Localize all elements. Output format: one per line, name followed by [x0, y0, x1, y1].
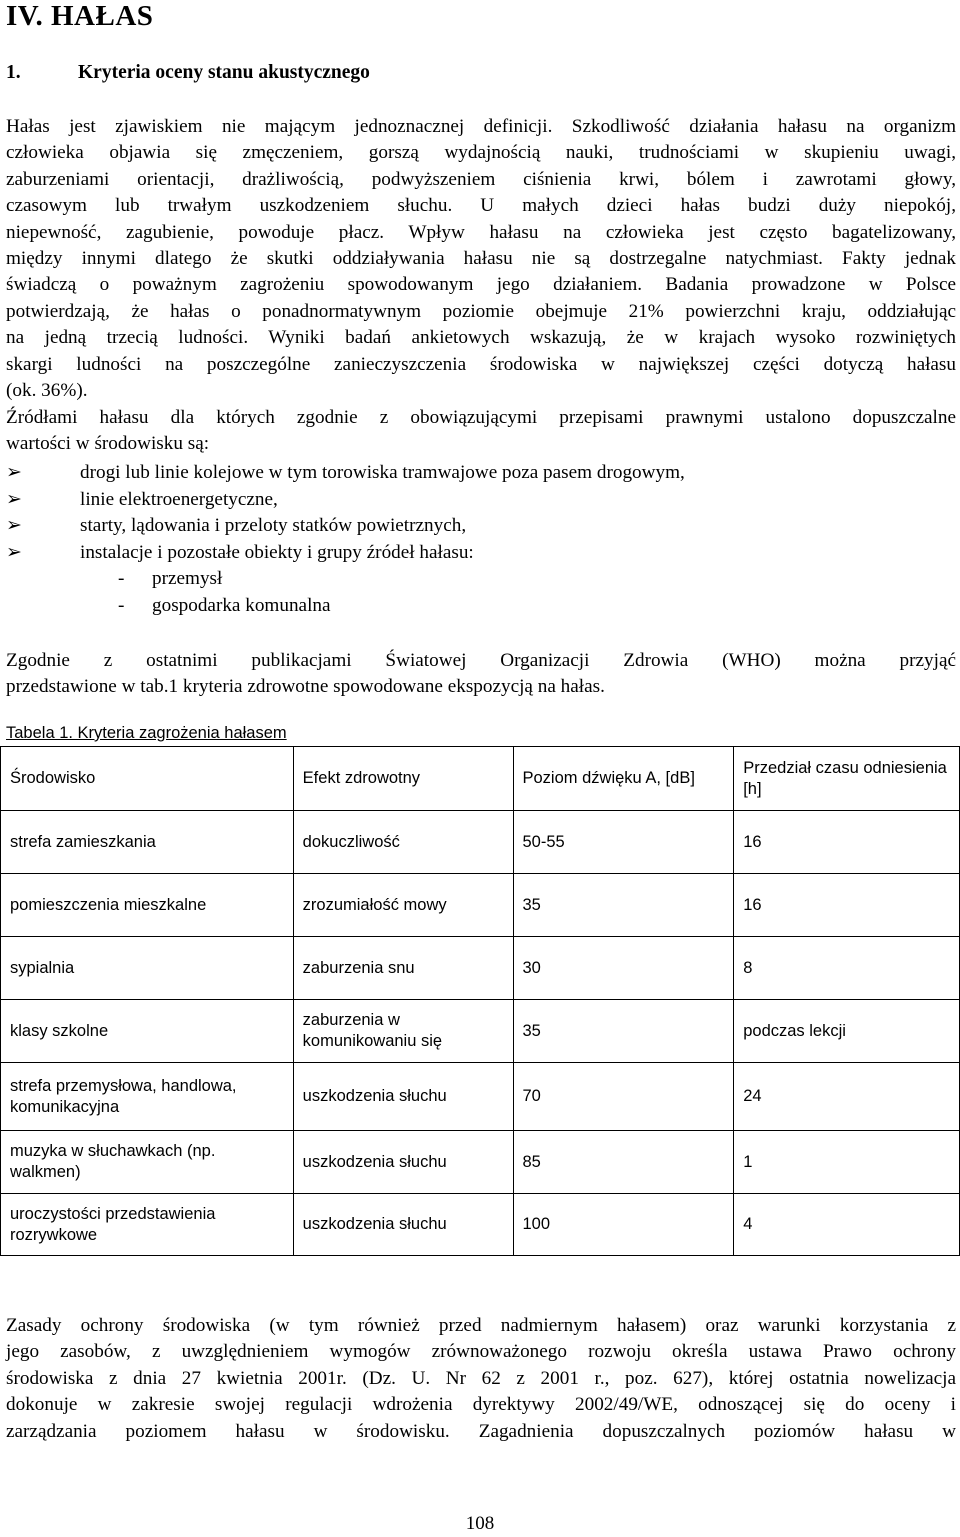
text-line: Zgodnie z ostatnimi publikacjami Światowej Organizacji Zdrowia (WHO) można przyjąć [6, 650, 956, 671]
text-line: zaburzeniami orientacji, drażliwością, podwyższeniem ciśnienia krwi, bólem i zawrotami głowy, [6, 168, 956, 190]
table-cell: podczas lekcji [734, 1000, 960, 1063]
dash-bullet: - [118, 595, 125, 616]
list-item-text: starty, lądowania i przeloty statków powietrznych, [80, 515, 467, 536]
list-item [6, 487, 906, 513]
text-line: przedstawione w tab.1 kryteria zdrowotne spowodowane ekspozycją na hałas. [6, 676, 605, 698]
text-line: między innymi dlatego że skutki oddziaływania hałasu nie są dostrzegalne natychmiast. Fakty jednak [6, 248, 956, 270]
text-line: jego zasobów, z uwzględnieniem wymogów zrównoważonego rozwoju określa ustawa Prawo ochrony [6, 1341, 956, 1363]
arrow-bullet-icon: ➢ [6, 462, 23, 483]
page-number: 108 [465, 1513, 495, 1534]
list-item [6, 513, 906, 539]
table-cell: dokuczliwość [293, 811, 513, 874]
table-cell: 35 [513, 1000, 734, 1063]
table-cell: 24 [734, 1063, 960, 1131]
table-row [1, 874, 960, 937]
list-item [6, 540, 906, 566]
table-cell: pomieszczenia mieszkalne [1, 874, 294, 937]
list-item-text: linie elektroenergetyczne, [80, 489, 278, 510]
table-cell: 16 [734, 874, 960, 937]
table-cell: 16 [734, 811, 960, 874]
table-cell: strefa zamieszkania [1, 811, 294, 874]
table-cell: 4 [734, 1194, 960, 1256]
table-cell: strefa przemysłowa, handlowa, komunikacyjna [1, 1063, 294, 1131]
text-line: Zasady ochrony środowiska (w tym również przed nadmiernym hałasem) oraz warunki korzystania z [6, 1315, 956, 1336]
text-line: czasowym lub trwałym uszkodzeniem słuchu. U małych dzieci hałas budzi duży niepokój, [6, 195, 956, 217]
header-cell: Poziom dźwięku A, [dB] [513, 747, 734, 811]
table-cell: 30 [513, 937, 734, 1000]
table-cell: zrozumiałość mowy [293, 874, 513, 937]
table-row [1, 1000, 960, 1063]
table-cell: 35 [513, 874, 734, 937]
sub-list-item-text: przemysł [152, 568, 223, 589]
table-cell: 70 [513, 1063, 734, 1131]
table-cell: 85 [513, 1131, 734, 1194]
paragraph-noise-sources [6, 405, 956, 458]
text-line: człowieka objawia się zmęczeniem, gorszą wydajnością nauki, trudnościami w skupieniu uwagi, [6, 142, 956, 164]
text-line: skargi ludności na poszczególne zanieczyszczenia środowiska w największej części dotyczą hałasu [6, 353, 956, 375]
table-header-row [1, 747, 960, 811]
text-line: Źródłami hałasu dla których zgodnie z obowiązującymi przepisami prawnymi ustalono dopuszczalne [6, 407, 956, 428]
sub-list-item [118, 593, 518, 619]
text-line: na jedną trzecią ludności. Wyniki badań ankietowych wskazują, że w krajach wysoko rozwiniętych [6, 327, 956, 349]
noise-criteria-table [0, 746, 960, 1256]
header-cell: Efekt zdrowotny [293, 747, 513, 811]
sub-list-item [118, 566, 518, 592]
table-cell: uszkodzenia słuchu [293, 1063, 513, 1131]
text-line: niepewność, zagubienie, powoduje płacz. Wpływ hałasu na człowieka jest często bagatelizowany, [6, 221, 956, 243]
table-cell: muzyka w słuchawkach (np. walkmen) [1, 1131, 294, 1194]
table-cell: 100 [513, 1194, 734, 1256]
header-cell: Przedział czasu odniesienia [h] [734, 747, 960, 811]
subsection-number: 1. [6, 62, 21, 83]
table-cell: uroczystości przedstawienia rozrywkowe [1, 1194, 294, 1256]
section-title: IV. HAŁAS [6, 0, 154, 32]
table-caption: Tabela 1. Kryteria zagrożenia hałasem [6, 724, 287, 742]
sub-list-item-text: gospodarka komunalna [152, 595, 331, 616]
text-line: środowiska z dnia 27 kwietnia 2001r. (Dz. U. Nr 62 z 2001 r., poz. 627), której ostatnia nowelizacja [6, 1367, 956, 1389]
text-line: Hałas jest zjawiskiem nie mającym jednoznacznej definicji. Szkodliwość działania hałasu na organizm [6, 116, 956, 137]
table-cell: zaburzenia snu [293, 937, 513, 1000]
text-line: zarządzania poziomem hałasu w środowisku. Zagadnienia dopuszczalnych poziomów hałasu w [6, 1420, 956, 1442]
text-line: (ok. 36%). [6, 380, 88, 402]
table-cell: 8 [734, 937, 960, 1000]
table-cell: klasy szkolne [1, 1000, 294, 1063]
table-row [1, 811, 960, 874]
text-line: wartości w środowisku są: [6, 433, 210, 455]
table-cell: sypialnia [1, 937, 294, 1000]
subsection-heading [6, 62, 370, 84]
header-cell: Środowisko [1, 747, 294, 811]
text-line: potwierdzają, że hałas o ponadnormatywnym poziomie obejmuje 21% powierzchni kraju, oddziałując [6, 300, 956, 322]
table-cell: uszkodzenia słuchu [293, 1194, 513, 1256]
table-row [1, 1131, 960, 1194]
dash-bullet: - [118, 568, 125, 589]
arrow-bullet-icon: ➢ [6, 542, 23, 563]
text-line: dokonuje w zakresie swojej regulacji wdrożenia dyrektywy 2002/49/WE, odnoszącej się do oceny i [6, 1394, 956, 1416]
list-item [6, 460, 906, 486]
paragraph-noise-definition [6, 114, 956, 404]
table-cell: 50-55 [513, 811, 734, 874]
paragraph-who [6, 648, 956, 701]
list-item-text: drogi lub linie kolejowe w tym torowiska tramwajowe poza pasem drogowym, [80, 462, 685, 483]
arrow-bullet-icon: ➢ [6, 489, 23, 510]
paragraph-environmental-law [6, 1313, 956, 1445]
subsection-title: Kryteria oceny stanu akustycznego [78, 62, 370, 83]
list-item-text: instalacje i pozostałe obiekty i grupy źródeł hałasu: [80, 542, 474, 563]
table-cell: 1 [734, 1131, 960, 1194]
arrow-bullet-icon: ➢ [6, 515, 23, 536]
table-row [1, 1063, 960, 1131]
table-row [1, 937, 960, 1000]
table-row [1, 1194, 960, 1256]
table-cell: zaburzenia w komunikowaniu się [293, 1000, 513, 1063]
text-line: świadczą o poważnym zagrożeniu spowodowanym jego działaniem. Badania prowadzone w Polsce [6, 274, 956, 296]
table-cell: uszkodzenia słuchu [293, 1131, 513, 1194]
